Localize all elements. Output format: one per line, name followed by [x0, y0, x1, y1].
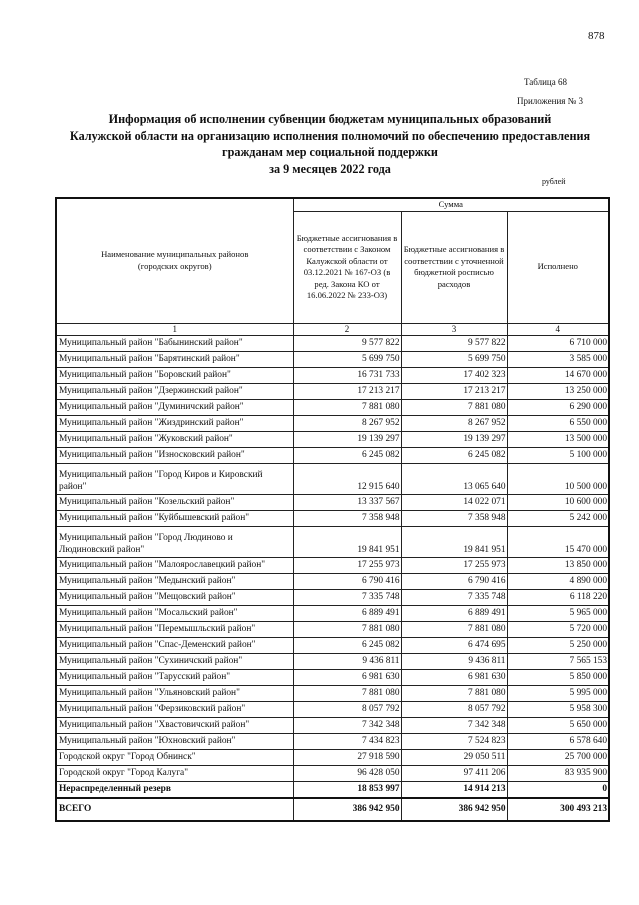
row-name: Муниципальный район "Перемышльский район" [56, 621, 293, 637]
row-name: Нераспределенный резерв [56, 781, 293, 798]
row-name: Муниципальный район "Износковский район" [56, 447, 293, 463]
row-name: Муниципальный район "Малоярославецкий район" [56, 557, 293, 573]
table-row [56, 589, 609, 605]
law-allocation: 6 790 416 [293, 573, 401, 589]
executed-amount: 5 100 000 [507, 447, 609, 463]
executed-amount: 5 250 000 [507, 637, 609, 653]
refined-allocation: 14 914 213 [401, 781, 507, 798]
table-row [56, 605, 609, 621]
law-allocation: 7 335 748 [293, 589, 401, 605]
refined-allocation: 17 402 323 [401, 367, 507, 383]
refined-allocation: 7 524 823 [401, 733, 507, 749]
law-allocation: 96 428 050 [293, 765, 401, 781]
law-allocation: 8 057 792 [293, 701, 401, 717]
refined-allocation: 29 050 511 [401, 749, 507, 765]
page-number: 878 [588, 30, 605, 42]
units-label: рублей [542, 177, 566, 186]
refined-allocation: 6 889 491 [401, 605, 507, 621]
table-row [56, 621, 609, 637]
header-refined-allocations: Бюджетные ассигнования в соответствии с уточненной бюджетной росписью расходов [401, 211, 507, 323]
law-allocation: 6 981 630 [293, 669, 401, 685]
row-name: Муниципальный район "Сухиничский район" [56, 653, 293, 669]
executed-amount: 15 470 000 [507, 526, 609, 557]
table-row [56, 526, 609, 557]
executed-amount: 13 850 000 [507, 557, 609, 573]
row-name: Муниципальный район "Спас-Деменский район" [56, 637, 293, 653]
row-name: Муниципальный район "Юхновский район" [56, 733, 293, 749]
table-row [56, 367, 609, 383]
executed-amount: 10 500 000 [507, 463, 609, 494]
table-row [56, 749, 609, 765]
title-line: за 9 месяцев 2022 года [269, 161, 391, 176]
refined-allocation: 6 474 695 [401, 637, 507, 653]
executed-amount: 5 242 000 [507, 510, 609, 526]
row-name: Муниципальный район "Медынский район" [56, 573, 293, 589]
executed-amount: 4 890 000 [507, 573, 609, 589]
row-name: Муниципальный район "Думиничский район" [56, 399, 293, 415]
executed-amount: 6 550 000 [507, 415, 609, 431]
refined-allocation: 386 942 950 [401, 798, 507, 821]
row-name: Муниципальный район "Дзержинский район" [56, 383, 293, 399]
table-label: Таблица 68 [524, 77, 567, 87]
table-row [56, 351, 609, 367]
column-number: 2 [293, 323, 401, 335]
law-allocation: 17 255 973 [293, 557, 401, 573]
table-row [56, 463, 609, 494]
refined-allocation: 13 065 640 [401, 463, 507, 494]
executed-amount: 5 850 000 [507, 669, 609, 685]
row-name: ВСЕГО [56, 798, 293, 821]
table-row [56, 701, 609, 717]
title-line: Информация об исполнении субвенции бюджетам муниципальных образований [108, 112, 552, 126]
law-allocation: 6 889 491 [293, 605, 401, 621]
law-allocation: 386 942 950 [293, 798, 401, 821]
row-name: Муниципальный район "Жиздринский район" [56, 415, 293, 431]
law-allocation: 17 213 217 [293, 383, 401, 399]
row-name: Муниципальный район "Боровский район" [56, 367, 293, 383]
refined-allocation: 9 577 822 [401, 335, 507, 351]
refined-allocation: 6 245 082 [401, 447, 507, 463]
column-number: 4 [507, 323, 609, 335]
table-row [56, 494, 609, 510]
executed-amount: 300 493 213 [507, 798, 609, 821]
column-number-row [56, 323, 609, 335]
row-name: Муниципальный район "Бабынинский район" [56, 335, 293, 351]
executed-amount: 5 965 000 [507, 605, 609, 621]
table-row [56, 637, 609, 653]
refined-allocation: 7 335 748 [401, 589, 507, 605]
table-row [56, 510, 609, 526]
table-row [56, 765, 609, 781]
law-allocation: 8 267 952 [293, 415, 401, 431]
table-row [56, 335, 609, 351]
table-row [56, 573, 609, 589]
row-name: Городской округ "Город Обнинск" [56, 749, 293, 765]
refined-allocation: 9 436 811 [401, 653, 507, 669]
row-name: Муниципальный район "Барятинский район" [56, 351, 293, 367]
document-title [40, 111, 620, 177]
refined-allocation: 7 881 080 [401, 399, 507, 415]
executed-amount: 6 578 640 [507, 733, 609, 749]
law-allocation: 19 841 951 [293, 526, 401, 557]
law-allocation: 12 915 640 [293, 463, 401, 494]
table-row [56, 415, 609, 431]
executed-amount: 13 250 000 [507, 383, 609, 399]
refined-allocation: 97 411 206 [401, 765, 507, 781]
executed-amount: 83 935 900 [507, 765, 609, 781]
appendix-label: Приложения № 3 [516, 96, 583, 106]
law-allocation: 7 881 080 [293, 685, 401, 701]
header-executed: Исполнено [507, 211, 609, 323]
refined-allocation: 6 790 416 [401, 573, 507, 589]
row-name: Муниципальный район "Куйбышевский район" [56, 510, 293, 526]
subvention-table [55, 197, 610, 822]
refined-allocation: 19 841 951 [401, 526, 507, 557]
refined-allocation: 6 981 630 [401, 669, 507, 685]
law-allocation: 27 918 590 [293, 749, 401, 765]
law-allocation: 18 853 997 [293, 781, 401, 798]
table-row [56, 781, 609, 798]
executed-amount: 14 670 000 [507, 367, 609, 383]
law-allocation: 16 731 733 [293, 367, 401, 383]
law-allocation: 7 358 948 [293, 510, 401, 526]
executed-amount: 6 710 000 [507, 335, 609, 351]
header-name-column: Наименование муниципальных районов (городских округов) [56, 198, 293, 323]
table-row [56, 733, 609, 749]
refined-allocation: 14 022 071 [401, 494, 507, 510]
row-name: Муниципальный район "Жуковский район" [56, 431, 293, 447]
row-name: Муниципальный район "Хвастовичский район" [56, 717, 293, 733]
law-allocation: 6 245 082 [293, 637, 401, 653]
header-sum-group: Сумма [293, 198, 609, 211]
refined-allocation: 7 881 080 [401, 685, 507, 701]
column-number: 1 [56, 323, 293, 335]
title-line: гражданам мер социальной поддержки [222, 145, 438, 159]
refined-allocation: 8 267 952 [401, 415, 507, 431]
executed-amount: 6 290 000 [507, 399, 609, 415]
table-row [56, 653, 609, 669]
row-name: Муниципальный район "Козельский район" [56, 494, 293, 510]
row-name: Муниципальный район "Мещовский район" [56, 589, 293, 605]
table-row [56, 717, 609, 733]
row-name: Муниципальный район "Тарусский район" [56, 669, 293, 685]
row-name: Муниципальный район "Мосальский район" [56, 605, 293, 621]
executed-amount: 13 500 000 [507, 431, 609, 447]
law-allocation: 7 434 823 [293, 733, 401, 749]
refined-allocation: 7 342 348 [401, 717, 507, 733]
row-name: Муниципальный район "Ульяновский район" [56, 685, 293, 701]
row-name: Муниципальный район "Ферзиковский район" [56, 701, 293, 717]
executed-amount: 5 958 300 [507, 701, 609, 717]
executed-amount: 6 118 220 [507, 589, 609, 605]
refined-allocation: 17 213 217 [401, 383, 507, 399]
executed-amount: 3 585 000 [507, 351, 609, 367]
header-law-allocations: Бюджетные ассигнования в соответствии с Законом Калужской области от 03.12.2021 № 167-ОЗ (в ред. Закона КО от 16.06.2022 № 233-ОЗ) [293, 211, 401, 323]
law-allocation: 7 881 080 [293, 621, 401, 637]
row-name: Муниципальный район "Город Киров и Кировский район" [56, 463, 293, 494]
law-allocation: 7 881 080 [293, 399, 401, 415]
law-allocation: 9 436 811 [293, 653, 401, 669]
refined-allocation: 19 139 297 [401, 431, 507, 447]
law-allocation: 6 245 082 [293, 447, 401, 463]
executed-amount: 5 650 000 [507, 717, 609, 733]
executed-amount: 25 700 000 [507, 749, 609, 765]
table-row [56, 669, 609, 685]
law-allocation: 5 699 750 [293, 351, 401, 367]
refined-allocation: 7 881 080 [401, 621, 507, 637]
law-allocation: 19 139 297 [293, 431, 401, 447]
law-allocation: 13 337 567 [293, 494, 401, 510]
table-row [56, 685, 609, 701]
table-row [56, 557, 609, 573]
executed-amount: 5 720 000 [507, 621, 609, 637]
executed-amount: 5 995 000 [507, 685, 609, 701]
table-row [56, 798, 609, 821]
executed-amount: 0 [507, 781, 609, 798]
refined-allocation: 17 255 973 [401, 557, 507, 573]
table-row [56, 399, 609, 415]
table-row [56, 383, 609, 399]
executed-amount: 10 600 000 [507, 494, 609, 510]
law-allocation: 9 577 822 [293, 335, 401, 351]
row-name: Городской округ "Город Калуга" [56, 765, 293, 781]
executed-amount: 7 565 153 [507, 653, 609, 669]
refined-allocation: 8 057 792 [401, 701, 507, 717]
title-line: Калужской области на организацию исполнения полномочий по обеспечению предоставления [69, 128, 591, 143]
table-row [56, 447, 609, 463]
row-name: Муниципальный район "Город Людиново и Людиновский район" [56, 526, 293, 557]
refined-allocation: 5 699 750 [401, 351, 507, 367]
refined-allocation: 7 358 948 [401, 510, 507, 526]
law-allocation: 7 342 348 [293, 717, 401, 733]
column-number: 3 [401, 323, 507, 335]
table-row [56, 431, 609, 447]
